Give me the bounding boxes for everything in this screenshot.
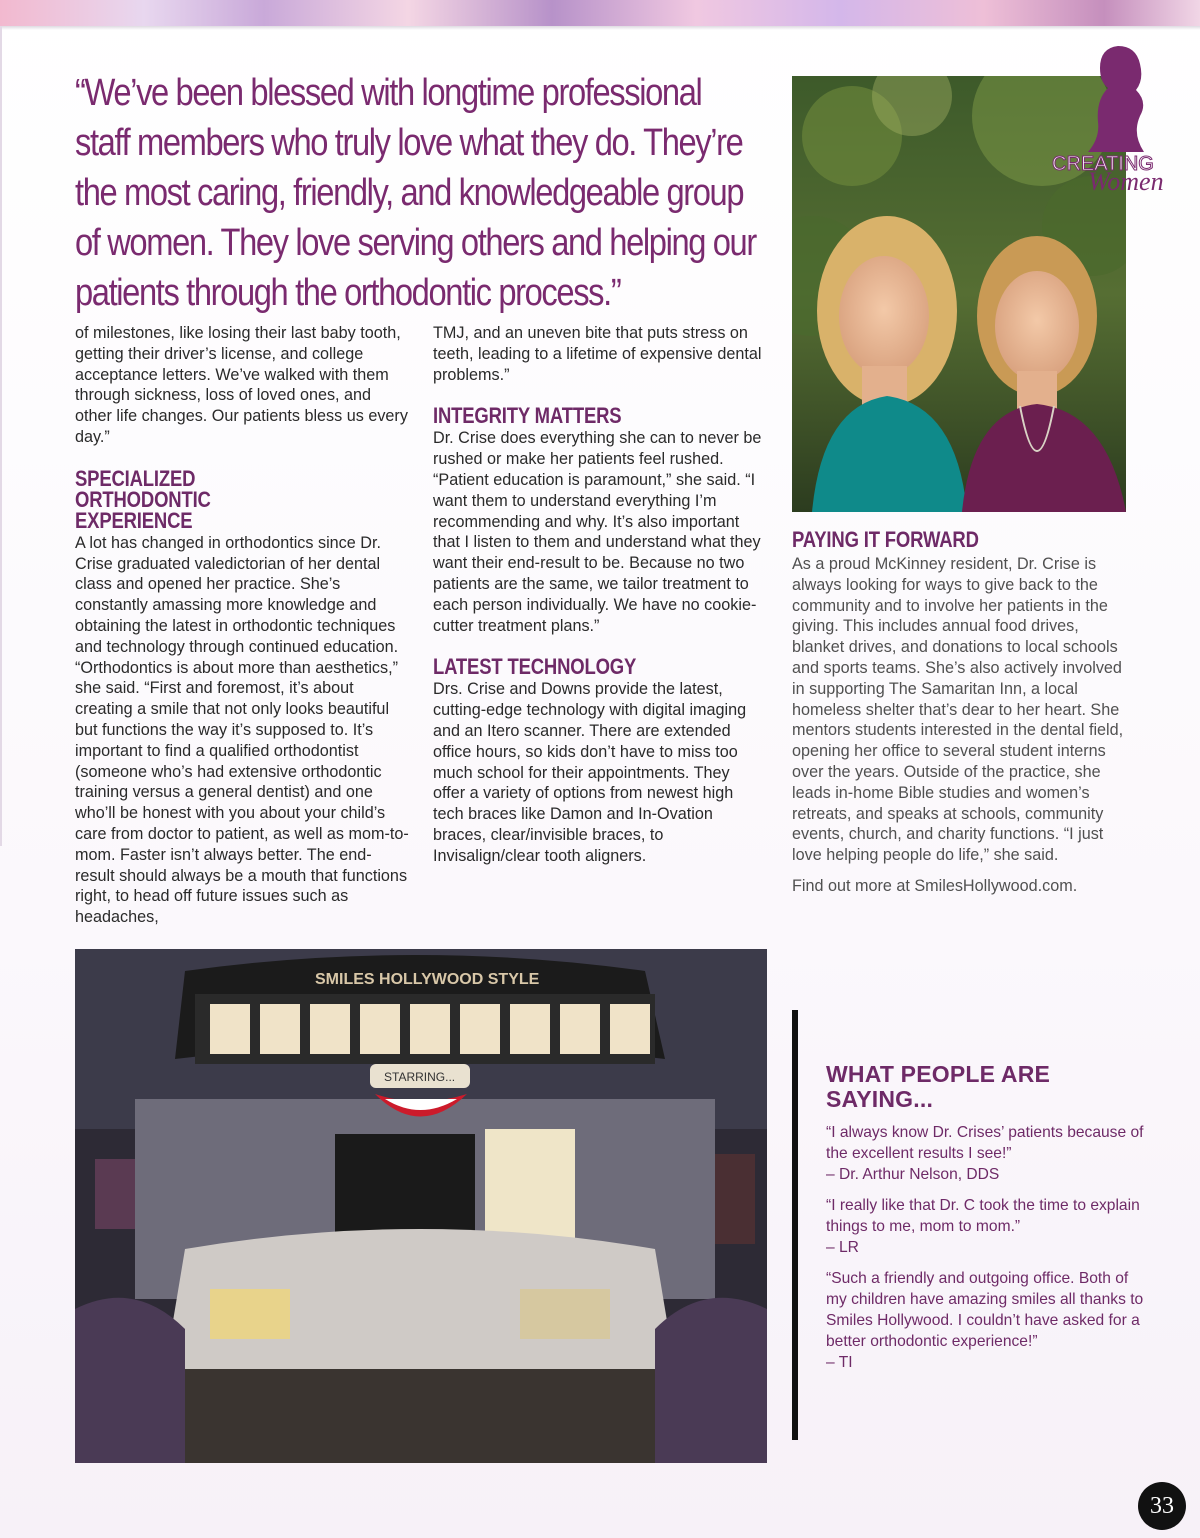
- starring-sign-text: STARRING...: [384, 1070, 456, 1084]
- svg-text:CREATING: CREATING: [1052, 153, 1154, 175]
- section-heading-specialized: SPECIALIZED ORTHODONTIC EXPERIENCE: [75, 465, 211, 533]
- column2-intro: TMJ, and an uneven bite that puts stress on teeth, leading to a lifetime of expensive dental problems.”: [433, 324, 762, 384]
- section-heading-technology: LATEST TECHNOLOGY: [433, 654, 637, 680]
- testimonial-item: [826, 1268, 1146, 1373]
- article-column-1: [75, 323, 410, 928]
- testimonial-author: – TI: [826, 1354, 853, 1371]
- pull-quote: “We’ve been blessed with longtime professional staff members who truly love what they do. They’re the most caring, friendly, and knowledgeable group of women. They love serving others and helping our patients through the orthodontic process.”: [75, 72, 756, 314]
- decorative-header-band: [0, 0, 1200, 26]
- column2-body1: Dr. Crise does everything she can to never be rushed or make her patients feel rushed. “Patient education is paramount,” she said. “I want them to understand everything I’m recommending and why. It’s also important that I listen to them and understand what they want their end-result to be. Because no two patients are the same, we tailor treatment to each person individually. We have no cookie-cutter treatment plans.”: [433, 429, 762, 635]
- article-column-3: [792, 529, 1132, 897]
- svg-text:Women: Women: [1088, 167, 1164, 196]
- left-margin-rule: [0, 26, 2, 846]
- lobby-illustration: [75, 949, 767, 1463]
- testimonial-quote: “I always know Dr. Crises’ patients because of the excellent results I see!”: [826, 1124, 1144, 1162]
- testimonial-item: [826, 1195, 1146, 1258]
- section-heading-paying-forward: PAYING IT FORWARD: [792, 527, 979, 552]
- section-heading-integrity: INTEGRITY MATTERS: [433, 403, 622, 429]
- silhouette-woman-logo-icon: [1048, 42, 1172, 202]
- column3-body: As a proud McKinney resident, Dr. Crise is always looking for ways to give back to the community and to involve her patients in the giving. This includes annual food drives, blanket drives, and donations to local schools and sports teams. She’s also actively involved in supporting The Samaritan Inn, a local homeless shelter that’s dear to her heart. She mentors students interested in the dental field, opening her office to several student interns over the years. Outside of the practice, she leads in-home Bible studies and women’s retreats, and speaks at schools, community events, church, and charity functions. “I just love helping people do life,” she said.: [792, 555, 1124, 865]
- creating-women-logo: [1048, 42, 1172, 202]
- testimonial-item: [826, 1122, 1146, 1185]
- testimonials-heading: WHAT PEOPLE ARE SAYING...: [826, 1061, 1051, 1112]
- column1-body: A lot has changed in orthodontics since Dr. Crise graduated valedictorian of her dental class and opened her practice. She’s constantly amassing more knowledge and obtaining the latest in orthodontic techniques and technology through continued education. “Orthodontics is about more than aesthetics,” she said. “First and foremost, it’s about creating a smile that not only looks beautiful but functions the way it’s supposed to. It’s important to find a qualified orthodontist (someone who’s had extensive orthodontic training versus a general dentist) and one who’ll be honest with you about your child’s care from doctor to patient, as well as mom-to-mom. Faster isn’t always better. The end-result should always be a mouth that functions right, to head off future issues such as headaches,: [75, 533, 409, 927]
- testimonial-author: – Dr. Arthur Nelson, DDS: [826, 1166, 1000, 1183]
- column1-intro: of milestones, like losing their last baby tooth, getting their driver’s license, and college acceptance letters. We’ve walked with them through sickness, loss of loved ones, and other life changes. Our patients bless us every day.”: [75, 324, 408, 446]
- lobby-sign-text: SMILES HOLLYWOOD STYLE: [315, 971, 540, 988]
- testimonials-accent-bar: [792, 1010, 798, 1440]
- testimonial-author: – LR: [826, 1239, 859, 1256]
- testimonial-quote: “Such a friendly and outgoing office. Both of my children have amazing smiles all thanks to Smiles Hollywood. I couldn’t have asked for a better orthodontic experience!”: [826, 1270, 1144, 1350]
- article-column-2: [433, 323, 763, 867]
- find-out-more-text: Find out more at SmilesHollywood.com.: [792, 876, 1078, 895]
- testimonials-box: [826, 1062, 1146, 1383]
- column2-body2: Drs. Crise and Downs provide the latest, cutting-edge technology with digital imaging and an Itero scanner. There are extended office hours, so kids don’t have to miss too much school for their appointments. They offer a variety of options from newest high tech braces like Damon and In-Ovation braces, clear/invisible braces, to Invisalign/clear tooth aligners.: [433, 680, 747, 865]
- page-number-badge: 33: [1138, 1482, 1186, 1530]
- office-lobby-photo: [75, 949, 767, 1463]
- testimonial-quote: “I really like that Dr. C took the time to explain things to me, mom to mom.”: [826, 1197, 1140, 1235]
